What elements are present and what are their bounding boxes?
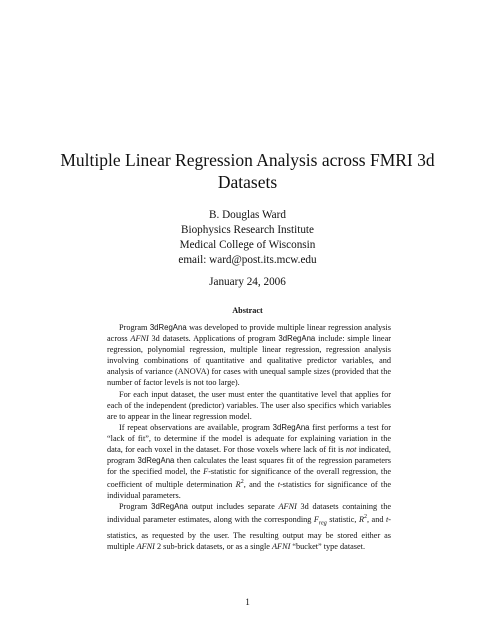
text-span: 3d datasets containing the individual parameter estimates, along with the corresponding <box>107 502 391 525</box>
page-number: 1 <box>245 597 250 607</box>
math-subscript: reg <box>318 520 327 527</box>
paper-date: January 24, 2006 <box>209 276 286 288</box>
program-name: 3dRegAna <box>137 456 175 466</box>
paper-title <box>40 149 455 193</box>
text-span: 3d datasets. Applications of program <box>148 334 279 344</box>
math-F: F <box>313 515 319 525</box>
text-span: first performs a test for “lack of fit”, to determine if the model is adequate for explaining variation in the data, for each voxel in the dataset. For those voxels where lack of fit is <box>107 422 392 455</box>
math-F: F <box>203 467 209 477</box>
afni-name: AFNI <box>271 541 291 551</box>
abstract-paragraph-4 <box>107 501 391 552</box>
text-span: 2 sub-brick datasets, or as a single <box>154 541 272 551</box>
math-t: t <box>277 480 281 490</box>
author-block <box>40 208 455 268</box>
text-span: then calculates the least squares fit of the regression parameters for the specified model, the <box>107 456 391 477</box>
text-span: -statistics for significance of the individual parameters. <box>107 480 391 501</box>
text-span: was developed to provide multiple linear regression analysis across <box>107 323 391 344</box>
afni-name: AFNI <box>278 502 297 512</box>
text-span: “bucket” type dataset. <box>290 541 366 551</box>
author-affiliation-1: Biophysics Research Institute <box>181 224 314 236</box>
title-line-2: Datasets <box>217 172 278 192</box>
program-name: 3dRegAna <box>149 323 187 332</box>
text-span: If repeat observations are available, program <box>119 422 273 432</box>
abstract-paragraph-1 <box>107 322 391 389</box>
author-affiliation-2: Medical College of Wisconsin <box>179 239 316 251</box>
text-span: indicated, program <box>107 445 391 466</box>
text-span: , and <box>367 515 386 525</box>
text-span: , and the <box>243 480 278 490</box>
math-superscript: 2 <box>240 479 244 486</box>
math-R: R <box>358 515 364 525</box>
emphasis-not: not <box>345 445 357 455</box>
author-name: B. Douglas Ward <box>209 209 286 221</box>
program-name: 3dRegAna <box>278 334 316 344</box>
program-name: 3dRegAna <box>272 422 310 432</box>
text-span: Program <box>119 502 152 512</box>
abstract-paragraph-3 <box>107 422 391 501</box>
abstract-paragraph-2: For each input dataset, the user must enter the quantitative level that applies for each of the independent (predictor) variables. The user also specifics which variables are to appear in the linear regression model. <box>107 389 391 421</box>
text-span: statistic, <box>326 515 359 525</box>
text-span: include: simple linear regression, polynomial regression, multiple linear regression, regression analysis involving combinations of quantitative and qualitative predictor variables, and analysis of variance (ANOVA) for cases with unequal sample sizes (provided that the number of factor levels is not too large). <box>107 334 391 388</box>
math-R: R <box>235 480 241 490</box>
program-name: 3dRegAna <box>151 502 188 512</box>
math-t: t <box>385 515 389 525</box>
math-superscript: 2 <box>364 514 367 521</box>
text-span: Program <box>119 323 150 332</box>
afni-name: AFNI <box>136 541 155 551</box>
text-span: output includes separate <box>188 502 279 512</box>
title-line-1: Multiple Linear Regression Analysis across FMRI 3d <box>60 150 435 170</box>
text-span: -statistic for significance of the overall regression, the coefficient of multiple determination <box>107 467 391 490</box>
afni-name: AFNI <box>130 334 149 344</box>
abstract-heading: Abstract <box>232 306 263 315</box>
abstract-body <box>107 322 391 552</box>
author-email: email: ward@post.its.mcw.edu <box>178 254 317 266</box>
text-span: -statistics, as requested by the user. The resulting output may be stored either as multiple <box>107 515 391 551</box>
